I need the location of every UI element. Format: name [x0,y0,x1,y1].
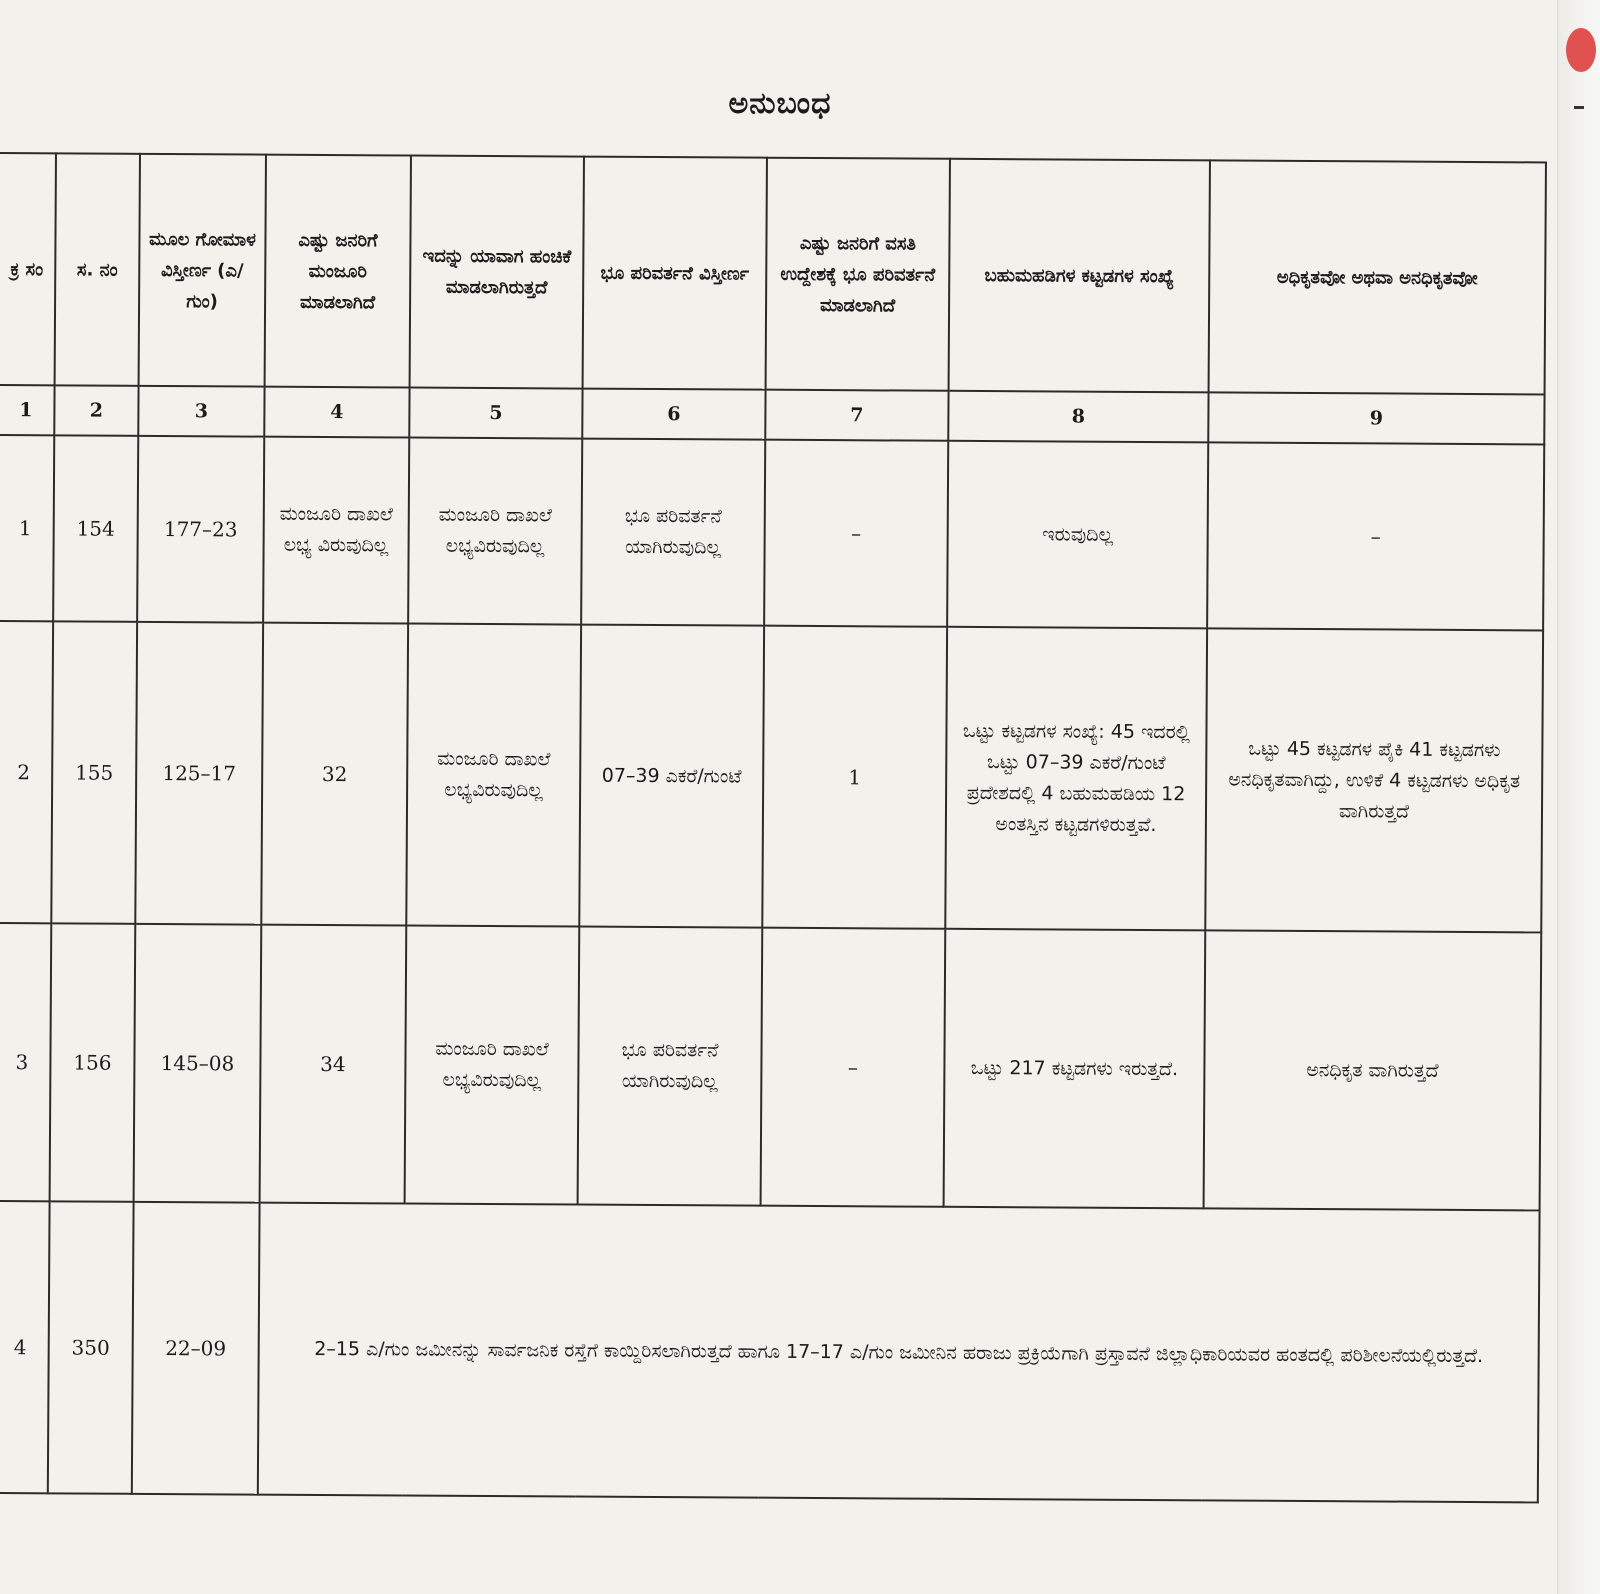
annexure-table-wrapper [0,152,1546,1503]
table-cell: ಒಟ್ಟು ಕಟ್ಟಡಗಳ ಸಂಖ್ಯೆ: 45 ಇದರಲ್ಲಿ ಒಟ್ಟು 07–39 ಎಕರೆ/ಗುಂಟೆ ಪ್ರದೇಶದಲ್ಲಿ 4 ಬಹುಮಹಡಿಯ 12 ಅಂತಸ್ತಿನ ಕಟ್ಟಡಗಳಿರುತ್ತವೆ. [945,627,1207,931]
table-cell: – [761,928,946,1207]
page-title: ಅನುಬಂಧ [728,86,832,121]
header-persons-granted: ಎಷ್ಟು ಜನರಿಗೆ ಮಂಜೂರಿ ಮಾಡಲಾಗಿದೆ [265,155,411,388]
table-cell: 350 [48,1201,134,1494]
column-number: 9 [1208,392,1544,444]
table-cell: 22–09 [132,1202,260,1495]
table-cell: ಭೂ ಪರಿವರ್ತನೆ ಯಾಗಿರುವುದಿಲ್ಲ [581,439,765,626]
header-allotment-date: ಇದನ್ನು ಯಾವಾಗ ಹಂಚಿಕೆ ಮಾಡಲಾಗಿರುತ್ತದೆ [410,156,584,389]
table-cell: ಇರುವುದಿಲ್ಲ [947,441,1208,629]
column-number: 5 [409,388,582,439]
table-cell: 125–17 [135,622,263,925]
table-cell: ಮಂಜೂರಿ ದಾಖಲೆ ಲಭ್ಯವಿರುವುದಿಲ್ಲ [408,438,582,625]
header-residential-conversion: ಎಷ್ಟು ಜನರಿಗೆ ವಸತಿ ಉದ್ದೇಶಕ್ಕೆ ಭೂ ಪರಿವರ್ತನೆ ಮಾಡಲಾಗಿದೆ [766,158,950,391]
column-number: 7 [765,390,948,441]
table-cell: 145–08 [134,924,262,1203]
table-cell: 4 [0,1201,50,1493]
red-marker [1566,28,1596,72]
column-number: 2 [54,385,138,436]
table-cell: 32 [261,623,408,926]
header-survey-number: ಸ. ನಂ [55,153,140,386]
table-cell: 34 [260,925,407,1204]
table-cell: 1 [0,435,54,621]
table-cell: – [1207,442,1544,630]
table-row [0,1201,1540,1502]
header-multistorey-count: ಬಹುಮಹಡಿಗಳ ಕಟ್ಟಡಗಳ ಸಂಖ್ಯೆ [949,159,1210,393]
table-row [0,435,1544,630]
header-row [0,153,1546,394]
table-cell: ಒಟ್ಟು 217 ಕಟ್ಟಡಗಳು ಇರುತ್ತದೆ. [944,929,1206,1209]
column-number: 4 [264,387,409,438]
table-cell: ಮಂಜೂರಿ ದಾಖಲೆ ಲಭ್ಯ ವಿರುವುದಿಲ್ಲ [263,437,409,624]
table-cell: ಭೂ ಪರಿವರ್ತನೆ ಯಾಗಿರುವುದಿಲ್ಲ [578,927,763,1206]
edge-mark [1574,106,1584,109]
table-cell: 2 [0,621,53,923]
header-original-area: ಮೂಲ ಗೋಮಾಳ ವಿಸ್ತೀರ್ಣ (ಎ/ಗುಂ) [139,154,266,387]
table-row [0,923,1541,1210]
table-cell: 1 [762,626,947,929]
table-cell: 3 [0,923,51,1201]
table-cell: ಮಂಜೂರಿ ದಾಖಲೆ ಲಭ್ಯವಿರುವುದಿಲ್ಲ [406,624,581,927]
column-number: 8 [948,391,1208,443]
page-edge [1557,0,1600,1594]
table-row [0,621,1543,932]
table-cell: 07–39 ಎಕರೆ/ಗುಂಟೆ [579,625,764,928]
table-cell: 156 [50,923,136,1202]
column-number: 6 [582,389,765,440]
table-cell: ಒಟ್ಟು 45 ಕಟ್ಟಡಗಳ ಪೈಕಿ 41 ಕಟ್ಟಡಗಳು ಅನಧಿಕೃತವಾಗಿದ್ದು, ಉಳಿಕೆ 4 ಕಟ್ಟಡಗಳು ಅಧಿಕೃತ ವಾಗಿರುತ್ತದೆ [1205,628,1543,932]
header-authorized-status: ಅಧಿಕೃತವೋ ಅಥವಾ ಅನಧಿಕೃತವೋ [1209,160,1546,394]
table-cell: 155 [51,621,137,924]
merged-note-cell: 2–15 ಎ/ಗುಂ ಜಮೀನನ್ನು ಸಾರ್ವಜನಿಕ ರಸ್ತೆಗೆ ಕಾಯ್ದಿರಿಸಲಾಗಿರುತ್ತದೆ ಹಾಗೂ 17–17 ಎ/ಗುಂ ಜಮೀನಿನ ಹರಾಜು ಪ್ರಕ್ರಿಯೆಗಾಗಿ ಪ್ರಸ್ತಾವನೆ ಜಿಲ್ಲಾಧಿಕಾರಿಯವರ ಹಂತದಲ್ಲಿ ಪರಿಶೀಲನೆಯಲ್ಲಿರುತ್ತದೆ. [258,1203,1540,1503]
column-number: 1 [0,385,55,435]
table-cell: ಅನಧಿಕೃತ ವಾಗಿರುತ್ತದೆ [1204,930,1542,1210]
table-cell: 154 [53,435,138,622]
header-conversion-area: ಭೂ ಪರಿವರ್ತನೆ ವಿಸ್ತೀರ್ಣ [583,157,767,390]
table-cell: 177–23 [137,436,264,623]
table-cell: ಮಂಜೂರಿ ದಾಖಲೆ ಲಭ್ಯವಿರುವುದಿಲ್ಲ [405,925,580,1204]
annexure-table [0,152,1547,1503]
header-serial: ಕ್ರ ಸಂ [0,153,56,385]
table-cell: – [764,440,948,627]
column-number: 3 [138,386,264,437]
